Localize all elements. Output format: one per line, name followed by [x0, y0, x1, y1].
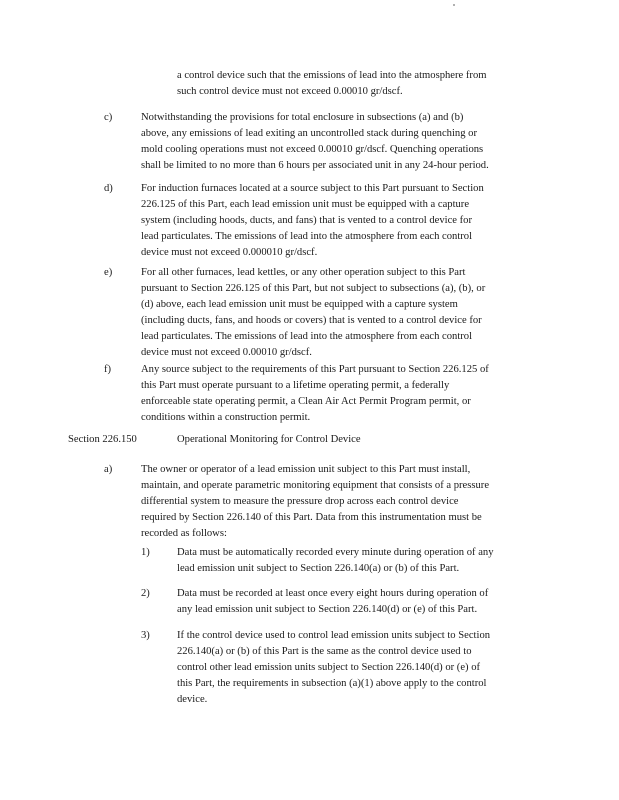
subsection-text — [141, 110, 541, 174]
text-line: Data must be recorded at least once every eight hours during operation of — [177, 588, 489, 599]
text-line: maintain, and operate parametric monitoring equipment that consists of a pressure — [141, 480, 490, 491]
text-line: For all other furnaces, lead kettles, or any other operation subject to this Part — [141, 267, 466, 278]
text-line: above, any emissions of lead exiting an uncontrolled stack during quenching or — [141, 128, 477, 139]
text-line: (d) above, each lead emission unit must be equipped with a capture system — [141, 299, 458, 310]
subsection-text — [141, 181, 541, 261]
text-line: this Part must operate pursuant to a lifetime operating permit, a federally — [141, 380, 450, 391]
text-line: conditions within a construction permit. — [141, 412, 311, 423]
subsection-label: f) — [104, 364, 112, 375]
item-text — [177, 545, 541, 577]
continuation-paragraph — [177, 68, 537, 100]
text-line: If the control device used to control lead emission units subject to Section — [177, 630, 491, 641]
subsection-label: e) — [104, 267, 113, 278]
text-line: For induction furnaces located at a source subject to this Part pursuant to Section — [141, 183, 484, 194]
text-line: device must not exceed 0.000010 gr/dscf. — [141, 247, 318, 258]
item-label: 3) — [141, 630, 150, 641]
text-line: The owner or operator of a lead emission unit subject to this Part must install, — [141, 464, 471, 475]
text-line: required by Section 226.140 of this Part. Data from this instrumentation must be — [141, 512, 482, 523]
section-title: Operational Monitoring for Control Device — [177, 434, 361, 445]
item-label: 2) — [141, 588, 150, 599]
scan-speck — [453, 4, 455, 6]
text-line: lead particulates. The emissions of lead into the atmosphere from each control — [141, 331, 473, 342]
text-line: lead particulates. The emissions of lead into the atmosphere from each control — [141, 231, 473, 242]
section-number: Section 226.150 — [68, 434, 137, 445]
subsection-label: c) — [104, 112, 113, 123]
item-label: 1) — [141, 547, 150, 558]
text-line: any lead emission unit subject to Section 226.140(d) or (e) of this Part. — [177, 604, 478, 615]
text-line: Data must be automatically recorded every minute during operation of any — [177, 547, 494, 558]
text-line: such control device must not exceed 0.00010 gr/dscf. — [177, 86, 403, 97]
text-line: Any source subject to the requirements of this Part pursuant to Section 226.125 of — [141, 364, 489, 375]
text-line: 226.140(a) or (b) of this Part is the same as the control device used to — [177, 646, 472, 657]
text-line: differential system to measure the pressure drop across each control device — [141, 496, 459, 507]
text-line: shall be limited to no more than 6 hours per associated unit in any 24-hour period. — [141, 160, 489, 171]
text-line: this Part, the requirements in subsection (a)(1) above apply to the control — [177, 678, 487, 689]
text-line: recorded as follows: — [141, 528, 227, 539]
text-line: 226.125 of this Part, each lead emission unit must be equipped with a capture — [141, 199, 470, 210]
subsection-text — [141, 265, 541, 361]
subsection-text — [141, 462, 541, 542]
text-line: pursuant to Section 226.125 of this Part, but not subject to subsections (a), (b), or — [141, 283, 486, 294]
subsection-text — [141, 362, 541, 426]
text-line: Notwithstanding the provisions for total enclosure in subsections (a) and (b) — [141, 112, 464, 123]
text-line: enforceable state operating permit, a Clean Air Act Permit Program permit, or — [141, 396, 471, 407]
text-line: control other lead emission units subject to Section 226.140(d) or (e) of — [177, 662, 481, 673]
text-line: lead emission unit subject to Section 226.140(a) or (b) of this Part. — [177, 563, 460, 574]
subsection-label: d) — [104, 183, 113, 194]
item-text — [177, 628, 541, 708]
text-line: device must not exceed 0.00010 gr/dscf. — [141, 347, 312, 358]
text-line: (including ducts, fans, and hoods or covers) that is vented to a control device for — [141, 315, 482, 326]
text-line: a control device such that the emissions of lead into the atmosphere from — [177, 70, 487, 81]
text-line: system (including hoods, ducts, and fans) that is vented to a control device for — [141, 215, 472, 226]
text-line: mold cooling operations must not exceed 0.00010 gr/dscf. Quenching operations — [141, 144, 484, 155]
item-text — [177, 586, 541, 618]
subsection-label: a) — [104, 464, 113, 475]
text-line: device. — [177, 694, 208, 705]
